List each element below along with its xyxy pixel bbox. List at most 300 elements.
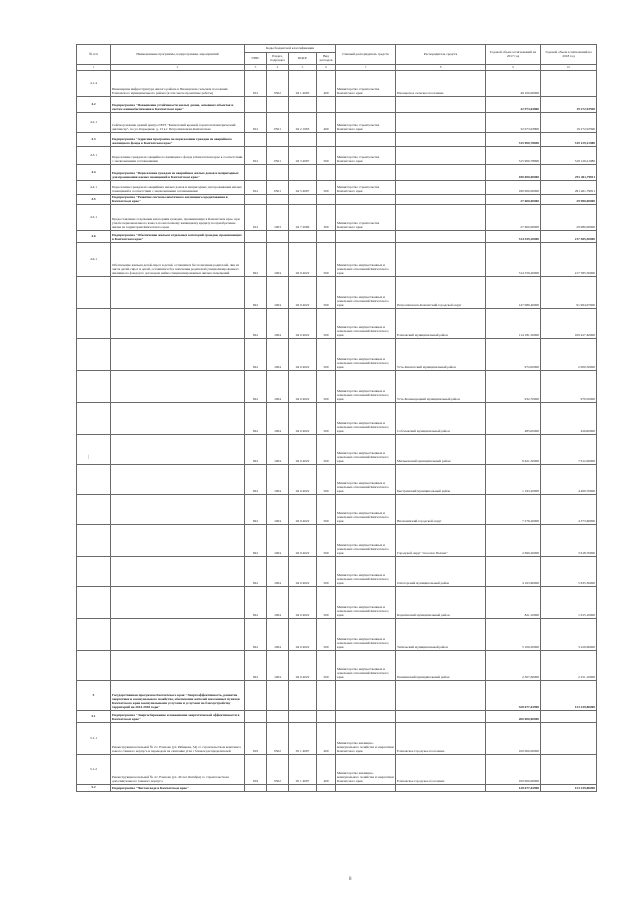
row-ksr: 04 9 4022 [289,525,317,557]
row-ksr [289,97,317,113]
row-ksr: 04 9 4022 [289,651,317,681]
col-header-razdel: Раздел, подраздел [267,53,289,65]
row-number: 5.1.2 [77,755,111,785]
row-amount-2018: 291 461,79811 [541,181,597,195]
col-header-2017: Годовой объем ассигнований на 2017 год [486,45,541,65]
row-admin: Министерство имущественных и земельных отношений Камчатского края [336,277,396,309]
row-admin: Министерство строительства Камчатского края [336,181,396,195]
row-recipient [396,113,486,133]
row-amount-2018: 426,60000 [541,403,597,435]
row-vid [317,785,336,792]
row-number [77,587,111,619]
column-number: 1 [77,65,111,71]
row-name: Сейсмоусиление зданий центра ГБУЗ "Камчатский краевой геронтопсихиатрический диспансер", по ул. Карьерная, д. 13 в г. Петропавловске-Камчатском [111,113,245,133]
row-recipient: Усть-Камчатский муниципальный район [396,339,486,371]
col-header-vid: Вид расходов [317,53,336,65]
row-grbs [245,165,267,181]
row-name [111,651,245,681]
col-header-ksr: КЦСР [289,53,317,65]
row-admin [336,195,396,205]
row-razdel [267,681,289,711]
row-razdel: 1004 [267,371,289,403]
row-number: 5.2 [77,785,111,792]
column-number: 9 [486,65,541,71]
column-number: 4 [267,65,289,71]
row-razdel [267,711,289,723]
row-admin: Министерство имущественных и земельных отношений Камчатского края [336,557,396,587]
table-row [77,651,597,681]
row-vid: 500 [317,243,336,277]
row-amount-2017: 180 000,00000 [486,165,541,181]
table-row [77,97,597,113]
row-amount-2017: 49 100,00000 [486,71,541,97]
row-number [77,277,111,309]
row-number: 4.3.1 [77,147,111,165]
row-name: Подпрограмма "Чистая вода в Камчатском крае" [111,785,245,792]
row-admin: Министерство имущественных и земельных отношений Камчатского края [336,465,396,495]
budget-table [76,44,597,792]
row-vid: 500 [317,587,336,619]
row-vid: 500 [317,619,336,651]
row-ksr: 04 2 1063 [289,113,317,133]
table-row [77,309,597,339]
row-amount-2017: 27 600,00000 [486,195,541,205]
row-vid: 500 [317,435,336,465]
row-recipient: Тигильский муниципальный район [396,619,486,651]
row-amount-2017: 180 000,00000 [486,181,541,195]
row-recipient: Пенжинский муниципальный район [396,651,486,681]
row-number [77,339,111,371]
row-name: Подпрограмма "Повышение устойчивости жилых домов, основных объектов и систем жизнеобеспечения в Камчатском крае" [111,97,245,113]
row-grbs: 822 [245,619,267,651]
row-amount-2017: 32 973,63800 [486,97,541,113]
row-razdel: 0501 [267,113,289,133]
row-admin [336,681,396,711]
row-number: 4.2.1 [77,113,111,133]
row-razdel: 1004 [267,465,289,495]
row-ksr: 04 5 4097 [289,181,317,195]
row-number [77,495,111,525]
row-number: 4.4 [77,165,111,181]
table-row [77,147,597,165]
row-amount-2018 [541,755,597,785]
row-recipient [396,181,486,195]
row-vid [317,681,336,711]
row-recipient: Петропавловск-Камчатский городской округ [396,277,486,309]
row-ksr: 04 9 4022 [289,587,317,619]
row-admin: Министерство имущественных и земельных отношений Камчатского края [336,371,396,403]
row-razdel: 1004 [267,557,289,587]
row-vid: 500 [317,277,336,309]
row-name: Подпрограмма "Адресная программа по переселению граждан из аварийного жилищного фонда в Камчатском крае" [111,133,245,147]
table-row [77,711,597,723]
row-grbs: 812 [245,71,267,97]
col-header-recipient: Распорядитель средств [396,45,486,65]
table-row [77,277,597,309]
row-ksr: 04 1 4095 [289,71,317,97]
row-razdel: 1004 [267,525,289,557]
row-amount-2018: 3 618,70000 [541,525,597,557]
row-amount-2018: 19 272,93590 [541,113,597,133]
row-name [111,587,245,619]
row-ksr: 04 3 4097 [289,147,317,165]
row-amount-2018: 91 964,97000 [541,277,597,309]
col-header-num: № п/п [77,45,111,65]
row-recipient: Усть-Большерецкий муниципальный район [396,371,486,403]
row-number [77,403,111,435]
row-name: Подпрограмма "Переселение граждан из аварийных жилых домов и непригодных для проживания жилых помещений в Камчатском крае" [111,165,245,181]
row-number: 4.5 [77,195,111,205]
column-number: 3 [245,65,267,71]
column-number: 8 [396,65,486,71]
row-amount-2018: 123 239,86000 [541,785,597,792]
row-amount-2018: 29 980,00000 [541,195,597,205]
row-number: 4.5.1 [77,205,111,231]
row-number: 4.3 [77,133,111,147]
row-amount-2017: 2 507,60000 [486,651,541,681]
table-row [77,243,597,277]
column-number: 10 [541,65,597,71]
row-vid: 500 [317,371,336,403]
row-ksr [289,165,317,181]
row-grbs: 822 [245,651,267,681]
table-row [77,113,597,133]
row-razdel [267,231,289,243]
row-grbs: 812 [245,113,267,133]
row-amount-2018 [541,711,597,723]
row-vid: 400 [317,113,336,133]
row-recipient [396,133,486,147]
row-number: 4.2 [77,97,111,113]
row-razdel: 1004 [267,587,289,619]
row-number [77,465,111,495]
row-ksr: 05 1 4097 [289,755,317,785]
row-recipient: Городской округ "поселок Палана" [396,525,486,557]
row-amount-2018: 4 469,70000 [541,465,597,495]
row-amount-2017: 1 193,20000 [486,465,541,495]
row-vid [317,231,336,243]
row-name [111,525,245,557]
row-recipient: Вилючинский городской округ [396,495,486,525]
row-admin [336,785,396,792]
row-number: 5.1.1 [77,723,111,755]
row-amount-2018: 5 635,30000 [541,557,597,587]
row-amount-2018: 291 461,79811 [541,165,597,181]
row-name: Подпрограмма "Энергосбережение и повышение энергетической эффективности в Камчатском крае" [111,711,245,723]
row-vid: 500 [317,651,336,681]
row-grbs [245,97,267,113]
row-admin: Министерство имущественных и земельных отношений Камчатского края [336,243,396,277]
row-name: Переселение граждан из аварийного жилищного фонда в Камчатском крае в соответствии с заключенными соглашениями [111,147,245,165]
row-grbs: 819 [245,755,267,785]
row-amount-2017: 314 559,20000 [486,231,541,243]
row-ksr: 04 9 4022 [289,309,317,339]
col-header-name: Наименование программы, подпрограммы, мероприятий [111,45,245,65]
row-vid: 500 [317,181,336,195]
row-razdel [267,195,289,205]
table-row [77,785,597,792]
row-admin: Министерство жилищно-коммунального хозяйства и энергетики Камчатского края [336,723,396,755]
row-ksr: 04 9 4022 [289,243,317,277]
row-amount-2018: 4 373,60000 [541,495,597,525]
row-amount-2017: 32 973,63800 [486,113,541,133]
row-grbs: 822 [245,525,267,557]
col-header-codes: Коды бюджетной классификации [245,45,336,53]
row-name [111,309,245,339]
row-grbs: 822 [245,371,267,403]
row-name [111,619,245,651]
row-recipient [396,165,486,181]
row-grbs [245,681,267,711]
row-ksr: 04 9 4022 [289,495,317,525]
row-razdel: 1003 [267,205,289,231]
row-razdel: 0501 [267,147,289,165]
table-row [77,755,597,785]
row-grbs [245,195,267,205]
row-admin: Министерство имущественных и земельных отношений Камчатского края [336,435,396,465]
row-grbs: 822 [245,309,267,339]
table-row [77,681,597,711]
row-number [77,525,111,557]
row-name: Переселение граждан из аварийных жилых домов и непригодных для проживания жилых помещений в соответствии с заключенными соглашениями [111,181,245,195]
row-amount-2018: 1 615,10000 [541,587,597,619]
row-amount-2017: 821,10000 [486,587,541,619]
row-razdel: 1004 [267,339,289,371]
table-row [77,133,597,147]
row-number [77,651,111,681]
row-grbs: 812 [245,147,267,165]
row-recipient: Карагинский муниципальный район [396,587,486,619]
row-recipient [396,205,486,231]
row-name [111,465,245,495]
row-admin: Министерство имущественных и земельных отношений Камчатского края [336,403,396,435]
row-admin: Министерство строительства Камчатского края [336,113,396,133]
row-razdel: 0502 [267,71,289,97]
row-grbs: 822 [245,465,267,495]
column-number: 7 [336,65,396,71]
row-amount-2018: 970,50000 [541,371,597,403]
row-razdel: 0502 [267,755,289,785]
row-recipient [396,243,486,277]
row-name [111,339,245,371]
row-vid: 500 [317,465,336,495]
column-number: 5 [289,65,317,71]
row-ksr: 04 9 4022 [289,619,317,651]
row-number [77,435,111,465]
row-ksr: 04 9 4022 [289,277,317,309]
row-name: Инженерная инфраструктура жилого района в Пионерском сельском поселении Елизовского муниципального района (в том числе проектные работы) [111,71,245,97]
row-recipient [396,147,486,165]
table-row [77,723,597,755]
table-row [77,557,597,587]
row-amount-2018: 319 129,21980 [541,147,597,165]
row-razdel: 1004 [267,651,289,681]
row-name: Предоставление отдельным категориям граждан, проживающих в Камчатском крае, при уплате первоначального взноса по ипотечному жилищному кредиту на приобретение жилья на территории Камчатского края [111,205,245,231]
row-ksr [289,785,317,792]
table-row [77,165,597,181]
row-vid: 500 [317,339,336,371]
row-amount-2017: 972,00000 [486,339,541,371]
row-amount-2018: 109 427,40000 [541,309,597,339]
row-razdel: 1004 [267,277,289,309]
row-vid [317,711,336,723]
row-amount-2017: 315 900,78690 [486,133,541,147]
row-vid: 500 [317,525,336,557]
row-vid: 500 [317,147,336,165]
table-row [77,495,597,525]
row-recipient [396,785,486,792]
row-ksr: 04 9 4022 [289,435,317,465]
row-ksr [289,231,317,243]
row-amount-2017: 27 600,00000 [486,205,541,231]
col-header-2018: Годовой объем ассигнований на 2018 год [541,45,597,65]
row-vid: 400 [317,755,336,785]
table-row [77,587,597,619]
row-amount-2017: 128 677,63900 [486,785,541,792]
row-amount-2017: 100 000,00000 [486,723,541,755]
row-vid [317,97,336,113]
row-grbs: 822 [245,495,267,525]
table-row [77,371,597,403]
row-vid: 500 [317,309,336,339]
row-admin: Министерство имущественных и земельных отношений Камчатского края [336,619,396,651]
page-number: 8 [349,877,352,882]
row-amount-2017: 328 677,63900 [486,681,541,711]
row-amount-2017: 485,00000 [486,403,541,435]
row-recipient: Мильковский муниципальный район [396,435,486,465]
row-number: 4.6.1 [77,243,111,277]
column-number: 6 [317,65,336,71]
row-number [77,557,111,587]
row-name [111,435,245,465]
row-ksr [289,133,317,147]
row-admin: Министерство имущественных и земельных отношений Камчатского края [336,339,396,371]
row-name: Реконструкция котельной № 2 г. Елизово (ул. Рябикова, 54) со строительством комплекса нового главного корпуса и переводом на сжигание угля с блоком распределителей [111,723,245,755]
row-amount-2017: 314 559,20000 [486,243,541,277]
table-row [77,465,597,495]
table-row [77,71,597,97]
row-name: Подпрограмма "Обеспечение жильем отдельных категорий граждан, проживающих в Камчатском крае" [111,231,245,243]
row-vid: 400 [317,723,336,755]
table-row [77,403,597,435]
row-grbs: 812 [245,181,267,195]
row-ksr [289,711,317,723]
row-name: Реконструкция котельной № 4 г. Елизово (ул. 40 лет Октября) со строительством дополнительного главного корпуса [111,755,245,785]
row-name [111,495,245,525]
row-grbs [245,133,267,147]
row-name: Государственная программа Камчатского края "Энергоэффективность, развитие энергетики и коммунального хозяйства, обеспечение жителей населенных пунктов Камчатского края коммунальными услугами и услугами по благоустройству территорий на 2014-2018 годы" [111,681,245,711]
row-admin [336,165,396,181]
row-recipient: Елизовский муниципальный район [396,309,486,339]
row-amount-2018: 7 612,00000 [541,435,597,465]
row-grbs [245,231,267,243]
row-name: Подпрограмма "Развитие системы ипотечного жилищного кредитования в Камчатском крае" [111,195,245,205]
row-ksr [289,195,317,205]
row-recipient: Елизовское городское поселение [396,723,486,755]
table-row [77,181,597,195]
table-row [77,205,597,231]
row-ksr [289,681,317,711]
row-number: 5.1 [77,711,111,723]
row-admin [336,97,396,113]
row-vid [317,165,336,181]
column-number: 2 [111,65,245,71]
row-number [77,619,111,651]
row-admin: Министерство жилищно-коммунального хозяйства и энергетики Камчатского края [336,755,396,785]
row-recipient: Олюторский муниципальный район [396,557,486,587]
row-amount-2018: 19 272,93590 [541,97,597,113]
row-admin [336,231,396,243]
row-razdel: 1004 [267,435,289,465]
row-amount-2017: 932,70000 [486,371,541,403]
row-grbs: 822 [245,557,267,587]
row-name [111,403,245,435]
row-admin [336,711,396,723]
row-grbs: 822 [245,339,267,371]
row-admin: Министерство строительства Камчатского края [336,147,396,165]
row-amount-2018: 2 251,10000 [541,651,597,681]
row-number: 5 [77,681,111,711]
row-recipient [396,711,486,723]
row-name [111,371,245,403]
row-razdel: 0502 [267,723,289,755]
row-amount-2017: 114 181,50000 [486,309,541,339]
row-vid: 500 [317,403,336,435]
row-vid [317,195,336,205]
row-admin: Министерство имущественных и земельных отношений Камчатского края [336,525,396,557]
row-number: 4.1.4 [77,71,111,97]
table-row [77,339,597,371]
row-razdel: 1004 [267,619,289,651]
row-recipient [396,681,486,711]
row-admin: Министерство имущественных и земельных отношений Камчатского края [336,651,396,681]
col-header-admin: Главный распорядитель средств [336,45,396,65]
row-recipient: Елизовское городское поселение [396,755,486,785]
row-grbs: 822 [245,435,267,465]
row-ksr: 04 9 4022 [289,403,317,435]
row-razdel [267,785,289,792]
row-ksr: 04 9 4022 [289,339,317,371]
table-row [77,231,597,243]
row-grbs [245,785,267,792]
row-amount-2018 [541,723,597,755]
row-ksr: 04 9 4022 [289,371,317,403]
row-grbs: 822 [245,277,267,309]
row-number: 4.4.1 [77,181,111,195]
table-row [77,435,597,465]
row-number: 4.6 [77,231,111,243]
row-recipient [396,231,486,243]
row-vid: 300 [317,205,336,231]
row-ksr: 05 1 4097 [289,723,317,755]
row-vid: 400 [317,71,336,97]
row-razdel [267,133,289,147]
table-row [77,619,597,651]
row-name [111,277,245,309]
row-admin [336,133,396,147]
row-amount-2018: 3 229,60000 [541,619,597,651]
row-amount-2017: 4 163,60000 [486,557,541,587]
row-amount-2018 [541,71,597,97]
row-recipient [396,97,486,113]
row-amount-2018: 217 585,50000 [541,231,597,243]
row-razdel [267,97,289,113]
row-number [77,371,111,403]
table-row [77,525,597,557]
row-grbs: 819 [245,723,267,755]
row-recipient: Пионерское сельское поселение [396,71,486,97]
row-amount-2018: 2 000,50000 [541,339,597,371]
